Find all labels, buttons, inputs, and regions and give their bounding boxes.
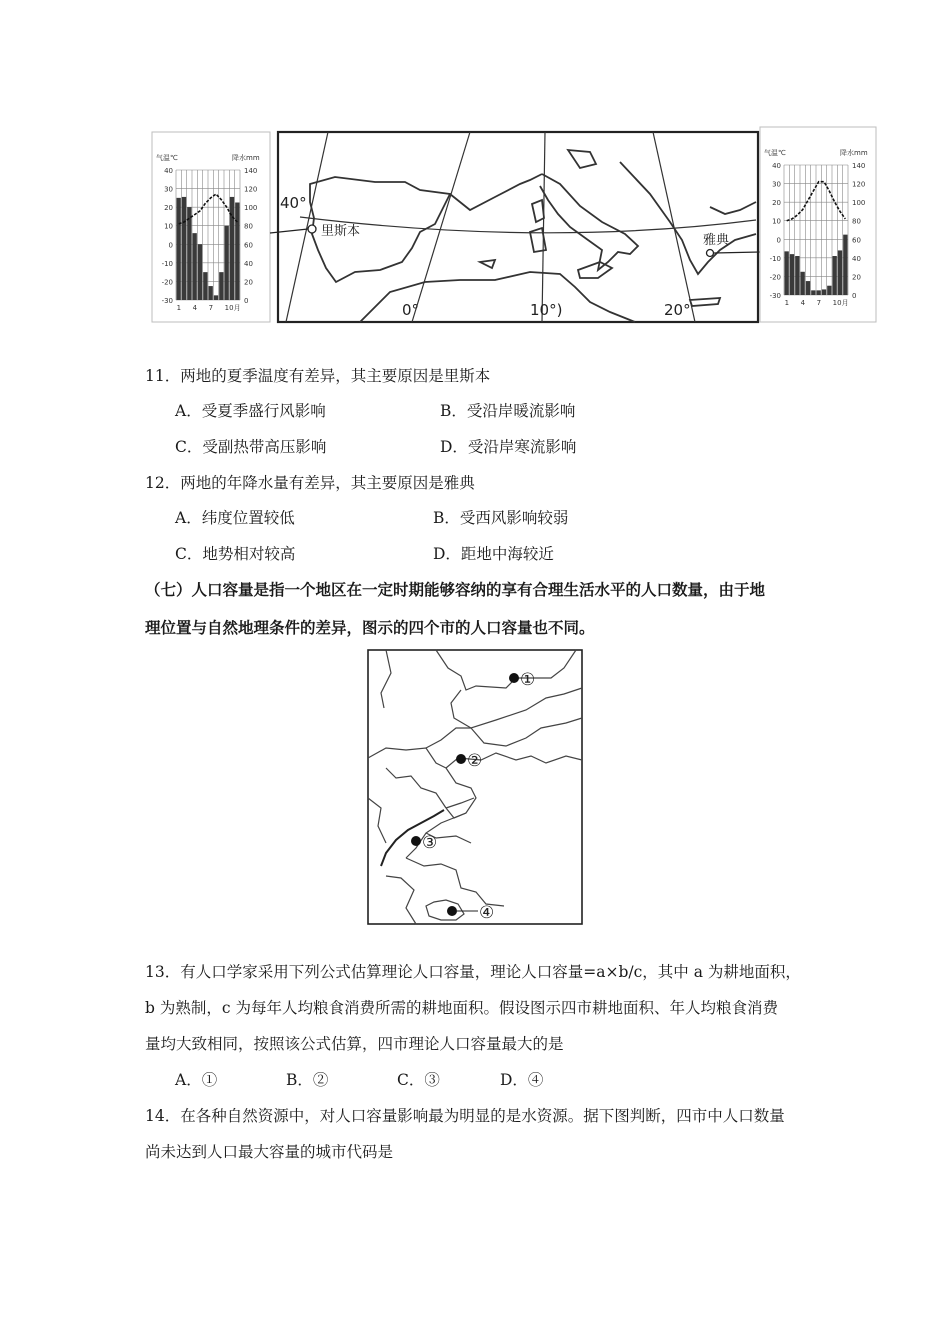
q13-stem-line1: 13．有人口学家采用下列公式估算理论人口容量，理论人口容量=a×b/c，其中 a 为耕地面积， (145, 963, 801, 981)
temp-tick-label: 0 (168, 241, 173, 250)
temp-tick-label: -10 (769, 254, 781, 263)
precip-bar (203, 272, 207, 300)
precip-tick-label: 80 (852, 217, 861, 226)
precip-tick-label: 20 (852, 273, 861, 282)
month-tick-label: 10月 (224, 304, 241, 312)
q11-option-d[interactable]: D．受沿岸寒流影响 (440, 438, 577, 456)
precip-bar (225, 226, 229, 300)
lisbon-label: 里斯本 (321, 224, 361, 239)
q11-option-a[interactable]: A．受夏季盛行风影响 (175, 402, 326, 420)
precip-bar (833, 256, 837, 295)
lat-label: 40° (280, 194, 307, 212)
lon-label-10: 10°) (530, 301, 563, 319)
precip-tick-label: 60 (244, 241, 253, 250)
precip-axis-unit: 降水mm (232, 154, 260, 162)
city-label-2: ② (467, 751, 483, 771)
temp-tick-label: 10 (772, 217, 781, 226)
temp-tick-label: 30 (772, 180, 781, 189)
month-tick-label: 10月 (832, 299, 849, 307)
q14-stem-line2: 尚未达到人口最大容量的城市代码是 (145, 1143, 394, 1161)
month-tick-label: 7 (208, 304, 214, 312)
lon-label-0: 0° (402, 301, 420, 319)
precip-bar (790, 254, 794, 295)
precip-bar (806, 281, 810, 295)
precip-tick-label: 40 (852, 254, 861, 263)
q12-option-b[interactable]: B．受西风影响较弱 (433, 509, 569, 527)
q13-option-d[interactable]: D．④ (500, 1071, 544, 1089)
precip-bar (838, 250, 842, 295)
precip-tick-label: 40 (244, 259, 253, 268)
city-label-3: ③ (422, 833, 438, 853)
q13-stem-line2: b 为熟制，c 为每年人均粮食消费所需的耕地面积。假设图示四市耕地面积、年人均粮食消费 (145, 999, 778, 1017)
city-marker-4 (447, 906, 457, 916)
temp-tick-label: 10 (164, 222, 173, 231)
temp-axis-unit: 气温℃ (156, 154, 178, 162)
city-label-4: ④ (479, 903, 495, 923)
precip-bar (198, 244, 202, 300)
precip-tick-label: 20 (244, 278, 253, 287)
temp-tick-label: 30 (164, 185, 173, 194)
precip-tick-label: 140 (244, 167, 258, 175)
q13-option-c[interactable]: C．③ (397, 1071, 440, 1089)
section7-intro-line1: （七）人口容量是指一个地区在一定时期能够容纳的享有合理生活水平的人口数量，由于地 (145, 580, 766, 599)
precip-bar (182, 197, 186, 300)
precip-tick-label: 140 (852, 162, 866, 170)
precip-bar (795, 256, 799, 295)
precip-bar (193, 233, 197, 300)
month-tick-label: 1 (784, 299, 790, 307)
precip-bar (811, 290, 815, 295)
month-tick-label: 7 (816, 299, 822, 307)
precip-bar (230, 197, 234, 300)
precip-bar (843, 235, 847, 295)
city-marker-1 (509, 673, 519, 683)
precip-bar (214, 295, 218, 300)
precip-bar (209, 286, 213, 300)
precip-bar (785, 251, 789, 295)
precip-bar (235, 203, 239, 301)
temp-axis-unit: 气温℃ (764, 149, 786, 157)
city-marker-2 (456, 754, 466, 764)
precip-bar (177, 198, 181, 300)
temp-tick-label: 0 (776, 236, 781, 245)
lisbon-point (308, 225, 316, 233)
city-map-frame (368, 650, 582, 924)
temp-tick-label: 40 (772, 162, 781, 170)
section7-intro-line2: 理位置与自然地理条件的差异，图示的四个市的人口容量也不同。 (145, 618, 595, 637)
athens-point (707, 250, 714, 257)
precip-tick-label: 100 (852, 199, 866, 208)
q13-option-a[interactable]: A．① (175, 1071, 218, 1089)
q12-option-c[interactable]: C．地势相对较高 (175, 545, 296, 563)
city-marker-3 (411, 836, 421, 846)
temp-tick-label: -20 (769, 273, 781, 282)
figure-mediterranean (150, 122, 880, 334)
month-tick-label: 1 (176, 304, 182, 312)
q12-stem: 12．两地的年降水量有差异，其主要原因是雅典 (145, 474, 475, 492)
precip-bar (817, 290, 821, 295)
temp-tick-label: -10 (161, 259, 173, 268)
temp-tick-label: 20 (772, 199, 781, 208)
precip-tick-label: 120 (852, 180, 866, 189)
month-tick-label: 4 (192, 304, 198, 312)
precip-tick-label: 0 (244, 297, 249, 305)
q14-stem-line1: 14．在各种自然资源中，对人口容量影响最为明显的是水资源。据下图判断，四市中人口数量 (145, 1107, 785, 1125)
city-label-1: ① (520, 670, 536, 690)
athens-label: 雅典 (703, 233, 730, 248)
figure-mediterranean-svg (150, 122, 880, 334)
precip-bar (219, 272, 223, 300)
precip-bar (187, 207, 191, 300)
temp-tick-label: -30 (161, 297, 173, 305)
q11-option-b[interactable]: B．受沿岸暖流影响 (440, 402, 576, 420)
precip-bar (827, 286, 831, 295)
city-map-svg (366, 648, 586, 928)
precip-axis-unit: 降水mm (840, 149, 868, 157)
temp-tick-label: 40 (164, 167, 173, 175)
precip-tick-label: 100 (244, 204, 258, 213)
figure-city-map (366, 648, 586, 928)
q12-option-d[interactable]: D．距地中海较近 (433, 545, 554, 563)
precip-tick-label: 60 (852, 236, 861, 245)
q11-stem: 11．两地的夏季温度有差异，其主要原因是里斯本 (145, 367, 491, 385)
temp-tick-label: -30 (769, 292, 781, 300)
temp-tick-label: -20 (161, 278, 173, 287)
q11-option-c[interactable]: C．受副热带高压影响 (175, 438, 327, 456)
precip-tick-label: 120 (244, 185, 258, 194)
temp-tick-label: 20 (164, 204, 173, 213)
month-tick-label: 4 (800, 299, 806, 307)
lon-label-20: 20° (664, 301, 691, 319)
q13-stem-line3: 量均大致相同，按照该公式估算，四市理论人口容量最大的是 (145, 1035, 564, 1053)
q12-option-a[interactable]: A．纬度位置较低 (175, 509, 295, 527)
precip-tick-label: 0 (852, 292, 857, 300)
precip-tick-label: 80 (244, 222, 253, 231)
precip-bar (801, 272, 805, 295)
precip-bar (822, 289, 826, 295)
q13-option-b[interactable]: B．② (286, 1071, 329, 1089)
